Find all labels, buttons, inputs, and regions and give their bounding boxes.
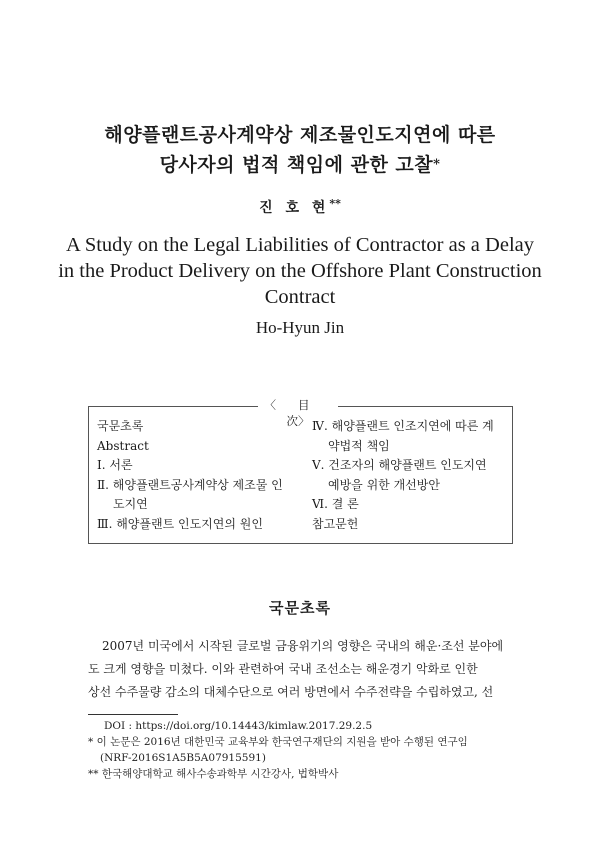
toc-item: Ⅰ. 서론 (97, 458, 133, 472)
toc-item: Ⅴ. 건조자의 해양플랜트 인도지연 (312, 458, 487, 472)
toc-item-continuation: 예방을 위한 개선방안 (328, 477, 440, 492)
toc-heading-close: 次〉 (286, 414, 310, 428)
title-footnote-mark: * (433, 157, 441, 172)
footnotes (88, 718, 513, 782)
english-author: Ho-Hyun Jin (255, 318, 345, 337)
abstract-line: 도 크게 영향을 미쳤다. 이와 관련하여 국내 조선소는 해운경기 악화로 인한 (88, 662, 478, 676)
author-affiliation-footnote: ** 한국해양대학교 해사수송과학부 시간강사, 법학박사 (88, 768, 339, 780)
korean-title-line-1: 해양플랜트공사계약상 제조물인도지연에 따른 (104, 124, 496, 146)
english-title-line-3: Contract (264, 286, 336, 308)
toc-item: 국문초록 (97, 419, 144, 433)
funding-footnote-grant: (NRF-2016S1A5B5A07915591) (100, 752, 266, 764)
table-of-contents (88, 397, 513, 544)
english-title-line-2: in the Product Delivery on the Offshore Plant Construction (58, 260, 542, 282)
doi-footnote: DOI : https://doi.org/10.14443/kimlaw.2017.29.2.5 (104, 720, 373, 732)
section-heading: 국문초록 (269, 599, 331, 617)
korean-title (0, 120, 600, 180)
abstract-body (88, 635, 513, 704)
funding-footnote: * 이 논문은 2016년 대한민국 교육부와 한국연구재단의 지원을 받아 수행된 연구임 (88, 736, 468, 748)
korean-title-line-2-text: 당사자의 법적 책임에 관한 고찰 (159, 154, 434, 176)
toc-item: Ⅵ. 결 론 (312, 497, 359, 511)
toc-item-continuation: 약법적 책임 (328, 438, 390, 453)
toc-item: Ⅲ. 해양플랜트 인도지연의 원인 (97, 516, 263, 531)
abstract-line: 2007년 미국에서 시작된 글로벌 금융위기의 영향은 국내의 해운·조선 분야에 (102, 639, 504, 653)
footnote-divider (88, 714, 178, 715)
toc-item-continuation: 도지연 (113, 497, 148, 511)
english-title-line-1: A Study on the Legal Liabilities of Contractor as a Delay (66, 234, 534, 256)
abstract-line: 상선 수주물량 감소의 대체수단으로 여러 방면에서 수주전략을 수립하였고, 선 (88, 685, 494, 699)
toc-left-column (97, 417, 302, 534)
toc-right-column (312, 417, 508, 534)
toc-item: Abstract (97, 438, 149, 453)
toc-item: 참고문헌 (312, 516, 359, 531)
english-title (30, 232, 570, 310)
korean-author-name: 진 호 현 (259, 200, 330, 216)
korean-author (0, 197, 600, 217)
toc-item: Ⅱ. 해양플랜트공사계약상 제조물 인 (97, 477, 283, 492)
author-footnote-mark: ** (329, 197, 341, 210)
korean-title-line-2 (0, 150, 600, 180)
toc-heading-open: 〈目 (264, 398, 332, 412)
toc-item: Ⅳ. 해양플랜트 인조지연에 따른 계 (312, 419, 494, 433)
